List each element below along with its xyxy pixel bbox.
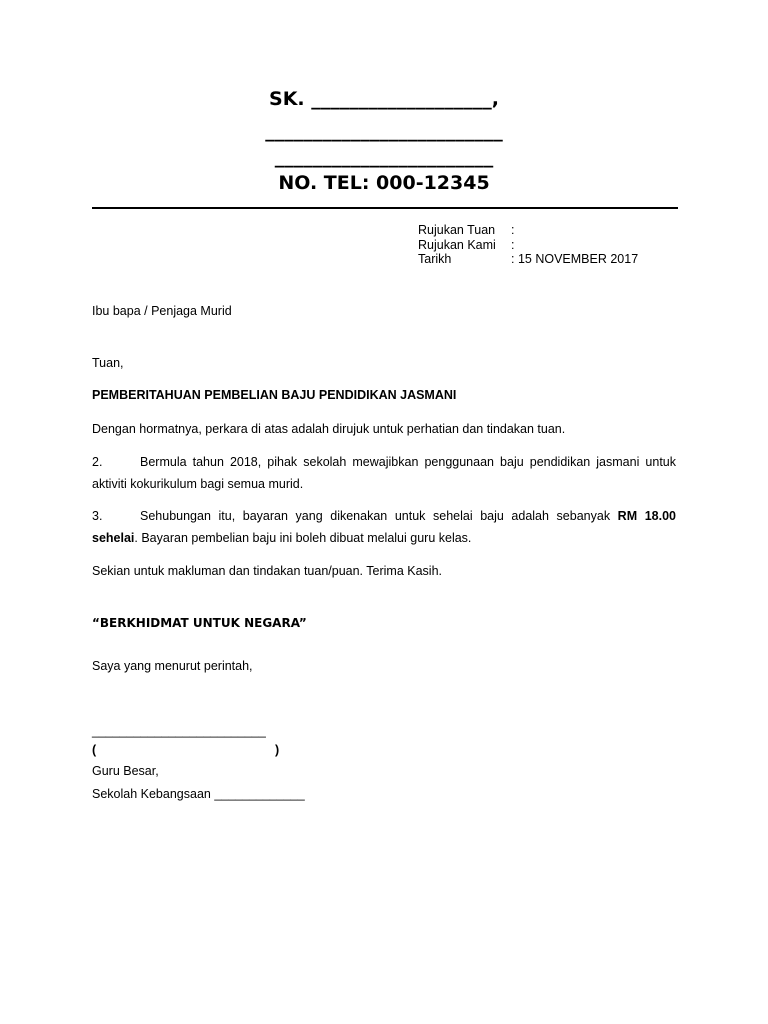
- paragraph-number: 3.: [92, 509, 103, 523]
- sign-intro: Saya yang menurut perintah,: [92, 659, 253, 673]
- reference-value: :: [511, 237, 515, 252]
- price-highlight: RM 18.00 sehelai: [92, 509, 676, 545]
- motto: “BERKHIDMAT UNTUK NEGARA”: [92, 616, 307, 630]
- signature-line: _________________________: [92, 724, 266, 738]
- reference-row: [418, 223, 638, 238]
- opening-paragraph: Dengan hormatnya, perkara di atas adalah dirujuk untuk perhatian dan tindakan tuan.: [92, 422, 566, 436]
- subject-line: PEMBERITAHUAN PEMBELIAN BAJU PENDIDIKAN JASMANI: [92, 388, 457, 402]
- signatory-name-placeholder: [92, 743, 292, 757]
- reference-row: [418, 238, 638, 253]
- reference-block: [418, 223, 638, 267]
- reference-label: Rujukan Tuan: [418, 223, 496, 237]
- header-divider: [92, 207, 678, 209]
- recipient: Ibu bapa / Penjaga Murid: [92, 304, 232, 318]
- paragraph-text: . Bayaran pembelian baju ini boleh dibuat melalui guru kelas.: [134, 531, 472, 545]
- paren-close: ): [275, 743, 280, 757]
- paragraph-text: Sehubungan itu, bayaran yang dikenakan untuk sehelai baju adalah sebanyak: [140, 509, 618, 523]
- signatory-title: Guru Besar,: [92, 764, 159, 778]
- school-name-line: SK. ___________________,: [269, 88, 499, 110]
- paragraph-2: [92, 451, 676, 495]
- reference-row: [418, 252, 638, 267]
- signatory-school: Sekolah Kebangsaan _____________: [92, 787, 305, 801]
- paragraph-number: 2.: [92, 455, 103, 469]
- phone-line: NO. TEL: 000-12345: [278, 172, 490, 194]
- reference-label: Tarikh: [418, 252, 452, 266]
- reference-label: Rujukan Kami: [418, 237, 496, 252]
- reference-value: : 15 NOVEMBER 2017: [511, 252, 639, 266]
- address-line-1: _________________________: [265, 120, 503, 142]
- paragraph-text: Bermula tahun 2018, pihak sekolah mewajibkan penggunaan baju pendidikan jasmani untuk aktiviti kokurikulum bagi semua murid.: [92, 455, 676, 491]
- reference-value: :: [511, 223, 515, 237]
- salutation: Tuan,: [92, 356, 124, 370]
- closing-paragraph: Sekian untuk makluman dan tindakan tuan/puan. Terima Kasih.: [92, 564, 442, 578]
- address-line-2: _______________________: [274, 146, 494, 168]
- paragraph-3: [92, 505, 676, 549]
- paren-open: (: [92, 743, 97, 757]
